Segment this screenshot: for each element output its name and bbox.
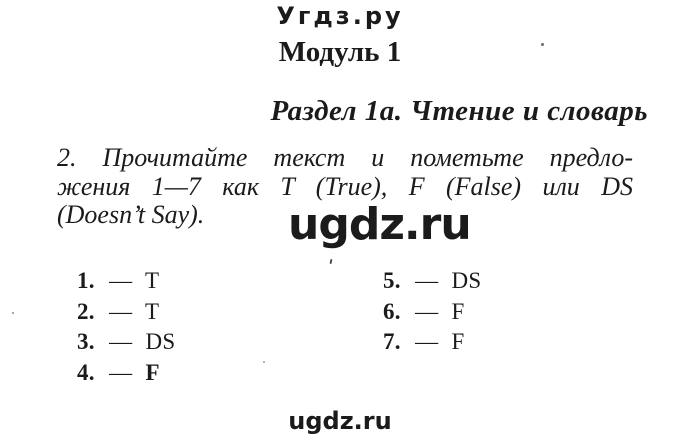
answer-row-6 (383, 297, 481, 328)
answer-row-1 (77, 266, 175, 297)
section-title: Раздел 1а. Чтение и словарь (270, 95, 648, 127)
answer-value: DS (145, 329, 176, 354)
answers-column-left (77, 266, 175, 388)
answer-number: 6. (383, 298, 401, 324)
watermark-large: ugdz.ru (288, 199, 471, 250)
scan-artifact (12, 312, 14, 314)
task-line-2: жения 1—7 как T (True), F (False) или DS (57, 171, 633, 201)
answer-row-7 (383, 327, 481, 358)
answer-value: T (145, 268, 160, 293)
scan-artifact (263, 361, 265, 363)
answer-dash: — (415, 298, 439, 324)
task-line-3: (Doesn’t Say). (57, 200, 205, 229)
scan-artifact (330, 259, 333, 264)
answer-row-2 (77, 297, 175, 328)
answer-value: DS (451, 268, 482, 293)
answer-dash: — (109, 268, 133, 293)
answer-value: F (451, 298, 465, 324)
answer-dash: — (109, 359, 133, 385)
answer-row-4 (77, 358, 175, 389)
site-logo-text: Угдз.ру (276, 2, 404, 30)
watermark-footer: ugdz.ru (288, 407, 392, 435)
answer-value: F (451, 329, 465, 354)
answer-value: T (145, 298, 160, 324)
answer-row-3 (77, 327, 175, 358)
answer-number: 3. (77, 329, 95, 354)
answer-number: 4. (77, 359, 95, 385)
answer-dash: — (109, 298, 133, 324)
answer-dash: — (415, 268, 439, 293)
answer-dash: — (109, 329, 133, 354)
answer-row-5 (383, 266, 481, 297)
answer-value: F (145, 359, 160, 385)
answer-number: 5. (383, 268, 401, 293)
answer-dash: — (415, 329, 439, 354)
task-line-1: 2. Прочитайте текст и пометьте предло- (57, 143, 633, 172)
answer-number: 1. (77, 268, 95, 293)
answer-number: 7. (383, 329, 401, 354)
module-title: Модуль 1 (278, 36, 402, 68)
answers-column-right (383, 266, 481, 358)
scan-artifact (541, 43, 544, 46)
answer-number: 2. (77, 298, 95, 324)
